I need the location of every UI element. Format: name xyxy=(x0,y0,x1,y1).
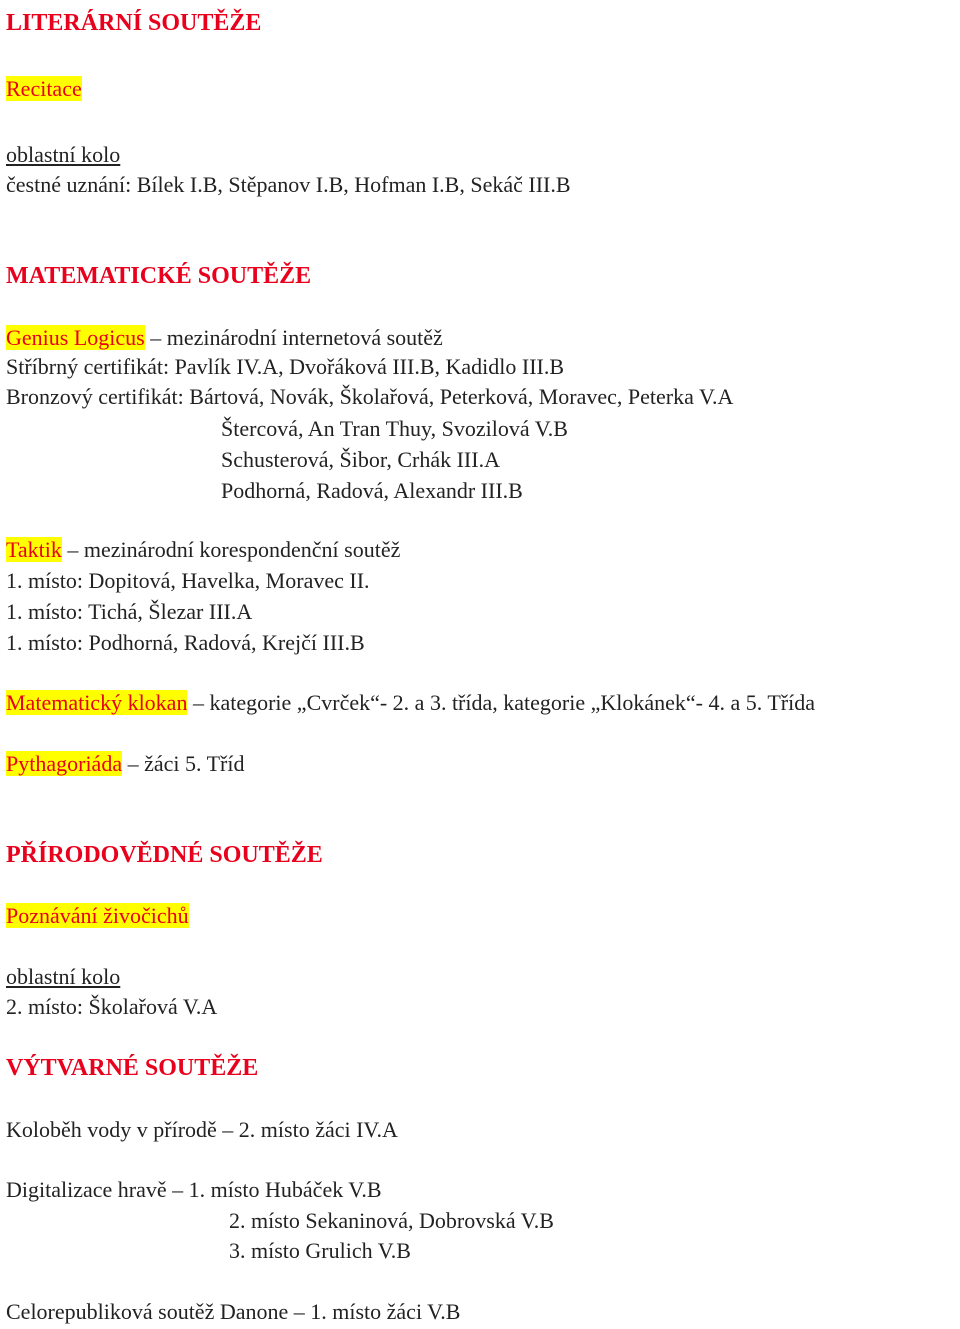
heading-nature: PŘÍRODOVĚDNÉ SOUTĚŽE xyxy=(6,842,323,868)
heading-literary: LITERÁRNÍ SOUTĚŽE xyxy=(6,10,262,36)
genius-bronze-2: Štercová, An Tran Thuy, Svozilová V.B xyxy=(221,416,568,441)
genius-bronze-4: Podhorná, Radová, Alexandr III.B xyxy=(221,478,523,503)
klokan-desc: – kategorie „Cvrček“- 2. a 3. třída, kategorie „Klokánek“- 4. a 5. Třída xyxy=(187,690,816,715)
recitace-round: oblastní kolo xyxy=(6,142,121,167)
genius-bronze: Bronzový certifikát: Bártová, Novák, Školařová, Peterková, Moravec, Peterka V.A xyxy=(6,384,734,409)
recitace-label: Recitace xyxy=(6,76,82,101)
taktik-line xyxy=(6,537,400,563)
poznavani-title: Poznávání živočichů xyxy=(6,903,189,928)
klokan-title: Matematický klokan xyxy=(6,690,188,715)
taktik-title: Taktik xyxy=(6,537,62,562)
heading-art: VÝTVARNÉ SOUTĚŽE xyxy=(6,1055,259,1081)
genius-line xyxy=(6,325,443,351)
taktik-result-1: 1. místo: Dopitová, Havelka, Moravec II. xyxy=(6,568,370,593)
genius-title: Genius Logicus xyxy=(6,325,145,350)
recitace-title xyxy=(6,76,82,102)
poznavani-title-line xyxy=(6,903,189,929)
genius-bronze-3: Schusterová, Šibor, Crhák III.A xyxy=(221,447,500,472)
pythagoriada-desc: – žáci 5. Tříd xyxy=(122,751,245,776)
heading-math: MATEMATICKÉ SOUTĚŽE xyxy=(6,263,312,289)
pythagoriada-title: Pythagoriáda xyxy=(6,751,123,776)
digitalizace-line-3: 3. místo Grulich V.B xyxy=(229,1238,411,1263)
taktik-result-3: 1. místo: Podhorná, Radová, Krejčí III.B xyxy=(6,630,365,655)
pythagoriada-line xyxy=(6,751,244,777)
kolobeh-line: Koloběh vody v přírodě – 2. místo žáci IV.A xyxy=(6,1117,398,1142)
digitalizace-line-2: 2. místo Sekaninová, Dobrovská V.B xyxy=(229,1208,554,1233)
genius-desc: – mezinárodní internetová soutěž xyxy=(144,325,443,350)
genius-silver: Stříbrný certifikát: Pavlík IV.A, Dvořáková III.B, Kadidlo III.B xyxy=(6,354,565,379)
poznavani-result: 2. místo: Školařová V.A xyxy=(6,994,218,1019)
poznavani-round: oblastní kolo xyxy=(6,964,121,989)
digitalizace-line: Digitalizace hravě – 1. místo Hubáček V.B xyxy=(6,1177,382,1202)
recitace-award: čestné uznání: Bílek I.B, Stěpanov I.B, Hofman I.B, Sekáč III.B xyxy=(6,172,571,197)
taktik-desc: – mezinárodní korespondenční soutěž xyxy=(61,537,401,562)
danone-line: Celorepubliková soutěž Danone – 1. místo žáci V.B xyxy=(6,1299,461,1324)
klokan-line xyxy=(6,690,815,716)
taktik-result-2: 1. místo: Tichá, Šlezar III.A xyxy=(6,599,253,624)
